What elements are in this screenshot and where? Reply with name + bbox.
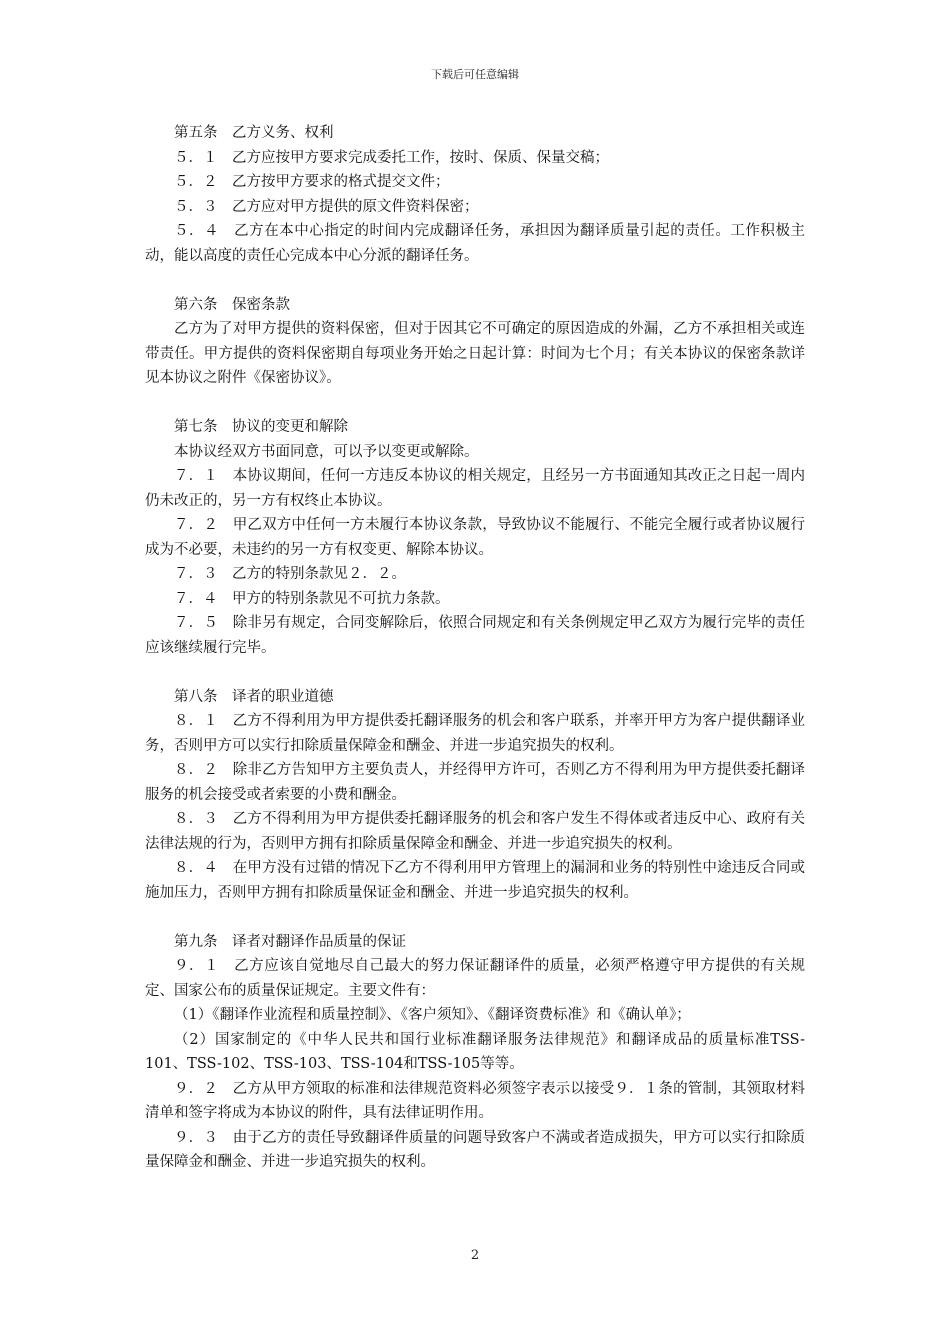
section-title: 第九条 译者对翻译作品质量的保证 — [174, 933, 406, 950]
section-title: 第七条 协议的变更和解除 — [174, 419, 348, 435]
page-header: 下载后可任意编辑 — [431, 68, 519, 81]
clause-paragraph: ８．２ 除非乙方告知甲方主要负责人，并经得甲方许可，否则乙方不得利用为甲方提供委托翻译服务的机会接受或者索要的小费和酬金。 — [145, 762, 805, 803]
clause-paragraph: ７．１ 本协议期间，任何一方违反本协议的相关规定，且经另一方书面通知其改正之日起一周内仍未改正的，另一方有权终止本协议。 — [145, 468, 805, 509]
section-title: 第五条 乙方义务、权利 — [174, 125, 334, 141]
section-title: 第六条 保密条款 — [174, 296, 290, 313]
clause-paragraph: ９．２ 乙方从甲方领取的标准和法律规范资料必须签字表示以接受９．１条的管制，其领取材料清单和签字将成为本协议的附件，具有法律证明作用。 — [145, 1080, 805, 1121]
clause-paragraph: ８．４ 在甲方没有过错的情况下乙方不得利用甲方管理上的漏洞和业务的特别性中途违反合同或施加压力，否则甲方拥有扣除质量保证金和酬金、并进一步追究损失的权利。 — [145, 860, 805, 901]
clause-paragraph: ９．３ 由于乙方的责任导致翻译件质量的问题导致客户不满或者造成损失，甲方可以实行扣除质量保障金和酬金、并进一步追究损失的权利。 — [145, 1129, 805, 1170]
clause-paragraph: ９．１ 乙方应该自觉地尽自己最大的努力保证翻译件的质量，必须严格遵守甲方提供的有关规定、国家公布的质量保证规定。主要文件有： — [145, 958, 805, 999]
clause-paragraph: ７．４ 甲方的特别条款见不可抗力条款。 — [174, 590, 450, 607]
clause-paragraph: ５．２ 乙方按甲方要求的格式提交文件； — [174, 174, 450, 190]
section-gap — [145, 660, 805, 685]
clause-paragraph: ５．３ 乙方应对甲方提供的原文件资料保密； — [174, 198, 479, 215]
page-number: 2 — [470, 1248, 480, 1263]
section-title: 第八条 译者的职业道德 — [174, 688, 334, 705]
clause-paragraph: 本协议经双方书面同意，可以予以变更或解除。 — [174, 443, 479, 460]
clause-paragraph: ５．１ 乙方应按甲方要求完成委托工作，按时、保质、保量交稿； — [174, 149, 609, 166]
clause-paragraph: （2）国家制定的《中华人民共和国行业标准翻译服务法律规范》和翻译成品的质量标准TSS-101、TSS-102、TSS-103、TSS-104和TSS-105等等。 — [145, 1031, 805, 1072]
clause-paragraph: ７．５ 除非另有规定，合同变解除后，依照合同规定和有关条例规定甲乙双方为履行完毕的责任应该继续履行完毕。 — [145, 615, 805, 656]
section-gap — [145, 905, 805, 930]
section-gap — [145, 391, 805, 416]
clause-paragraph: ７．３ 乙方的特别条款见２．２。 — [174, 566, 406, 582]
clause-paragraph: ５．４ 乙方在本中心指定的时间内完成翻译任务，承担因为翻译质量引起的责任。工作积极主动，能以高度的责任心完成本中心分派的翻译任务。 — [145, 223, 805, 264]
clause-paragraph: ８．１ 乙方不得利用为甲方提供委托翻译服务的机会和客户联系，并率开甲方为客户提供翻译业务，否则甲方可以实行扣除质量保障金和酬金、并进一步追究损失的权利。 — [145, 713, 805, 754]
clause-paragraph: （1）《翻译作业流程和质量控制》、《客户须知》、《翻译资费标准》和《确认单》； — [174, 1007, 691, 1023]
clause-paragraph: ８．３ 乙方不得利用为甲方提供委托翻译服务的机会和客户发生不得体或者违反中心、政府有关法律法规的行为，否则甲方拥有扣除质量保障金和酬金、并进一步追究损失的权利。 — [145, 811, 805, 852]
document-body — [145, 121, 805, 1175]
section-gap — [145, 268, 805, 293]
clause-paragraph: 乙方为了对甲方提供的资料保密，但对于因其它不可确定的原因造成的外漏，乙方不承担相关或连带责任。甲方提供的资料保密期自每项业务开始之日起计算：时间为七个月；有关本协议的保密条款详见本协议之附件《保密协议》。 — [145, 321, 805, 386]
clause-paragraph: ７．２ 甲乙双方中任何一方未履行本协议条款，导致协议不能履行、不能完全履行或者协议履行成为不必要，未违约的另一方有权变更、解除本协议。 — [145, 517, 805, 558]
